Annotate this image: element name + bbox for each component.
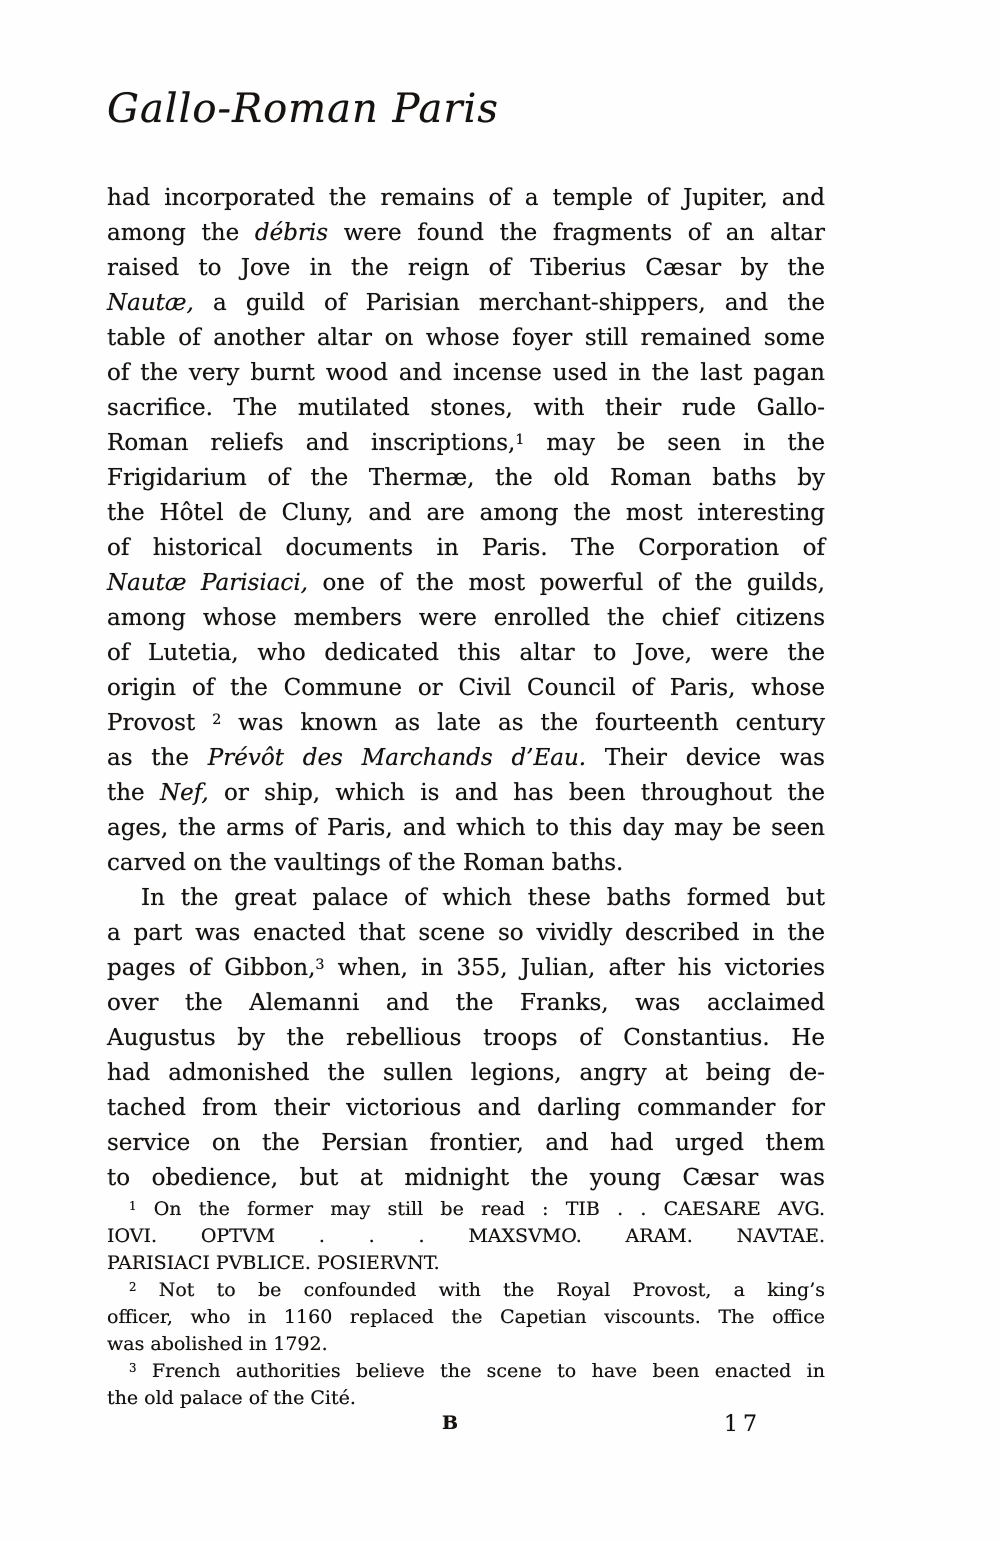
text-line: table of another altar on whose foyer still remained some	[107, 325, 825, 351]
signature-mark: B	[442, 1412, 460, 1434]
text-line: of historical documents in Paris. The Corporation of	[107, 535, 825, 561]
text-line: Roman reliefs and inscriptions,$^1$ may be seen in the	[107, 430, 825, 456]
text-line: to obedience, but at midnight the young Cæsar was	[107, 1165, 825, 1191]
page-number: 17	[724, 1412, 762, 1437]
text-line: Provost $^2$ was known as late as the fourteenth century	[107, 710, 825, 736]
text-line: pages of Gibbon,$^3$ when, in 355, Julian, after his victories	[107, 955, 825, 981]
text-line: among the débris were found the fragments of an altar	[107, 220, 825, 246]
text-line: Augustus by the rebellious troops of Constantius. He	[107, 1025, 825, 1051]
text-line: the old palace of the Cité.	[107, 1387, 356, 1409]
text-line: was abolished in 1792.	[107, 1333, 328, 1355]
page-title: Gallo-Roman Paris	[107, 86, 499, 132]
text-line: of Lutetia, who dedicated this altar to Jove, were the	[107, 640, 825, 666]
text-line: tached from their victorious and darling commander for	[107, 1095, 825, 1121]
text-line: raised to Jove in the reign of Tiberius Cæsar by the	[107, 255, 825, 281]
text-line: over the Alemanni and the Franks, was acclaimed	[107, 990, 825, 1016]
text-line: officer, who in 1160 replaced the Capetian viscounts. The office	[107, 1306, 825, 1328]
text-line: the Hôtel de Cluny, and are among the most interesting	[107, 500, 825, 526]
text-line: $^3$ French authorities believe the scene to have been enacted in	[129, 1360, 825, 1382]
footnotes	[107, 1196, 825, 1412]
text-line: sacrifice. The mutilated stones, with their rude Gallo-	[107, 395, 825, 421]
text-line: the Nef, or ship, which is and has been throughout the	[107, 780, 825, 806]
text-line: PARISIACI PVBLICE. POSIERVNT.	[107, 1252, 440, 1274]
text-line: Frigidarium of the Thermæ, the old Roman baths by	[107, 465, 825, 491]
text-line: In the great palace of which these baths formed but	[141, 885, 825, 911]
text-line: among whose members were enrolled the chief citizens	[107, 605, 825, 631]
text-line: of the very burnt wood and incense used in the last pagan	[107, 360, 825, 386]
text-line: IOVI. OPTVM . . . MAXSVMO. ARAM. NAVTAE.	[107, 1225, 825, 1247]
text-line: service on the Persian frontier, and had urged them	[107, 1130, 825, 1156]
text-line: $^2$ Not to be confounded with the Royal Provost, a king’s	[129, 1279, 825, 1301]
text-line: origin of the Commune or Civil Council of Paris, whose	[107, 675, 825, 701]
text-line: had admonished the sullen legions, angry at being de-	[107, 1060, 825, 1086]
page-footer	[107, 1412, 825, 1442]
text-line: had incorporated the remains of a temple of Jupiter, and	[107, 185, 825, 211]
text-line: Nautæ, a guild of Parisian merchant-shippers, and the	[107, 290, 825, 316]
text-line: carved on the vaultings of the Roman baths.	[107, 850, 624, 876]
text-line: ages, the arms of Paris, and which to this day may be seen	[107, 815, 825, 841]
text-line: $^1$ On the former may still be read : TIB . . CAESARE AVG.	[129, 1198, 825, 1220]
text-line: Nautæ Parisiaci, one of the most powerful of the guilds,	[107, 570, 825, 596]
text-line: a part was enacted that scene so vividly described in the	[107, 920, 825, 946]
body-text	[107, 181, 825, 1196]
text-line: as the Prévôt des Marchands d’Eau. Their device was	[107, 745, 825, 771]
